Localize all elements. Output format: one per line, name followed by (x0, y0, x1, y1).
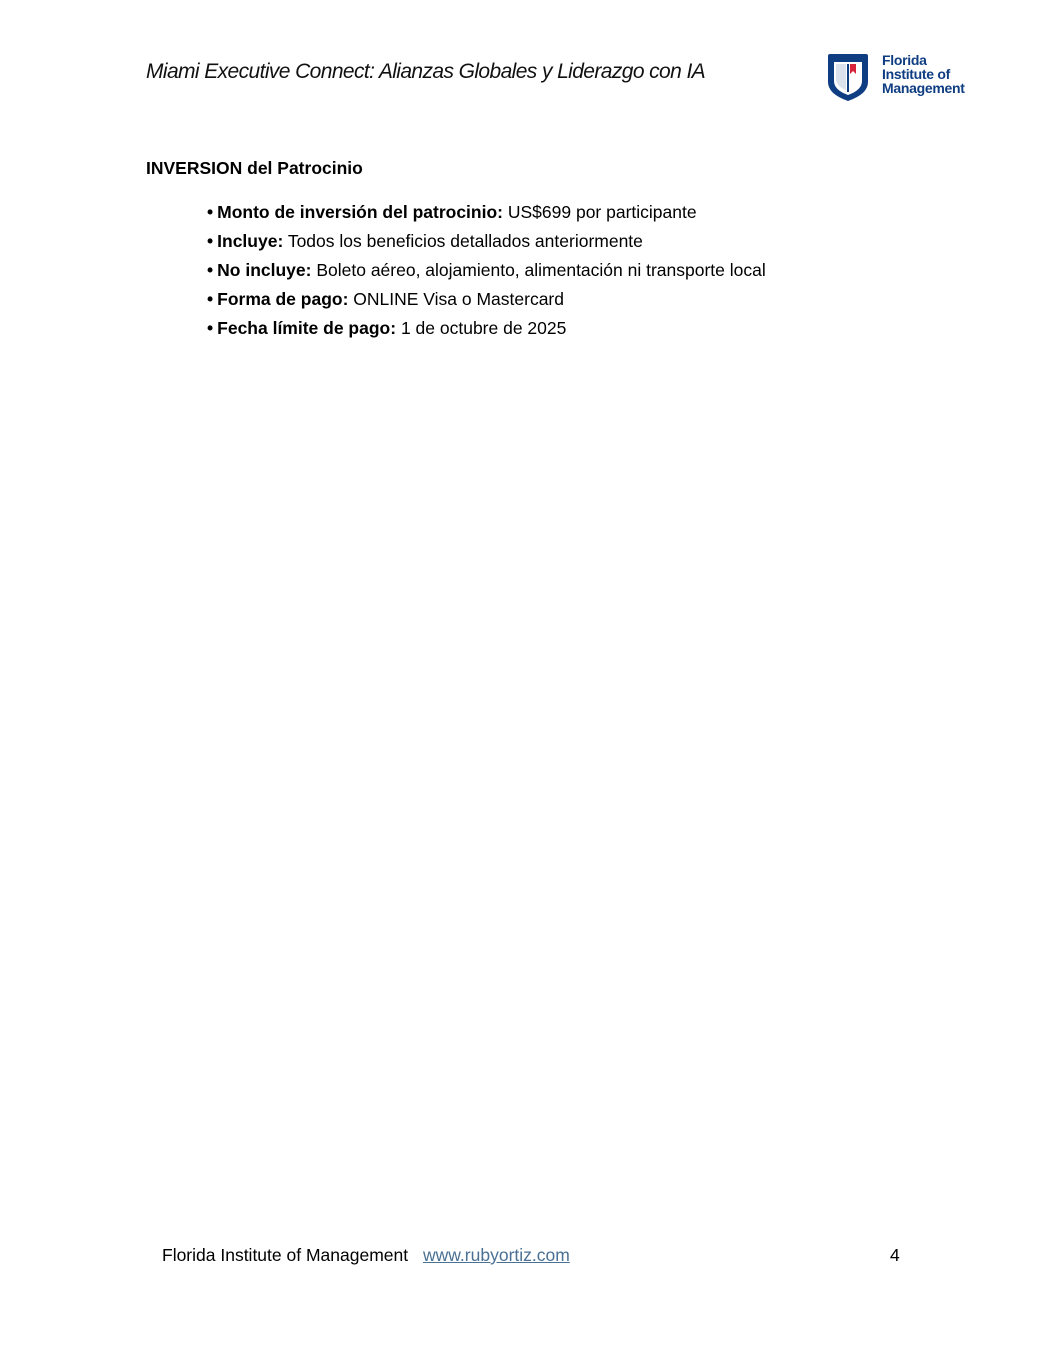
list-item (207, 287, 766, 316)
item-value: 1 de octubre de 2025 (396, 318, 567, 338)
list-item (207, 316, 766, 345)
bullet-icon: • (207, 202, 214, 222)
item-label: Fecha límite de pago: (217, 318, 397, 338)
section-heading: INVERSION del Patrocinio (146, 158, 363, 178)
shield-book-logo-icon (826, 52, 870, 102)
bullet-icon: • (207, 231, 214, 251)
bullet-icon: • (207, 260, 214, 280)
list-item (207, 229, 766, 258)
item-label: Incluye: (217, 231, 284, 251)
item-label: Monto de inversión del patrocinio: (217, 202, 503, 222)
item-value: ONLINE Visa o Mastercard (348, 289, 564, 309)
bullet-icon: • (207, 289, 214, 309)
list-item (207, 200, 766, 229)
logo-wordmark (882, 53, 965, 95)
page-number: 4 (890, 1245, 900, 1265)
organization-logo (826, 52, 986, 104)
investment-details-list (207, 200, 766, 345)
item-value: Boleto aéreo, alojamiento, alimentación ni transporte local (311, 260, 766, 280)
logo-line-2: Institute of (882, 66, 950, 82)
item-value: US$699 por participante (503, 202, 697, 222)
item-label: No incluye: (217, 260, 312, 280)
item-label: Forma de pago: (217, 289, 349, 309)
document-header-title: Miami Executive Connect: Alianzas Globales y Liderazgo con IA (146, 60, 706, 83)
footer-organization: Florida Institute of Management (162, 1245, 409, 1265)
item-value: Todos los beneficios detallados anteriormente (283, 231, 643, 251)
list-item (207, 258, 766, 287)
website-link[interactable]: www.rubyortiz.com (422, 1245, 570, 1265)
bullet-icon: • (207, 318, 214, 338)
logo-line-1: Florida (882, 52, 927, 68)
page-footer (162, 1245, 570, 1266)
logo-line-3: Management (882, 80, 965, 96)
